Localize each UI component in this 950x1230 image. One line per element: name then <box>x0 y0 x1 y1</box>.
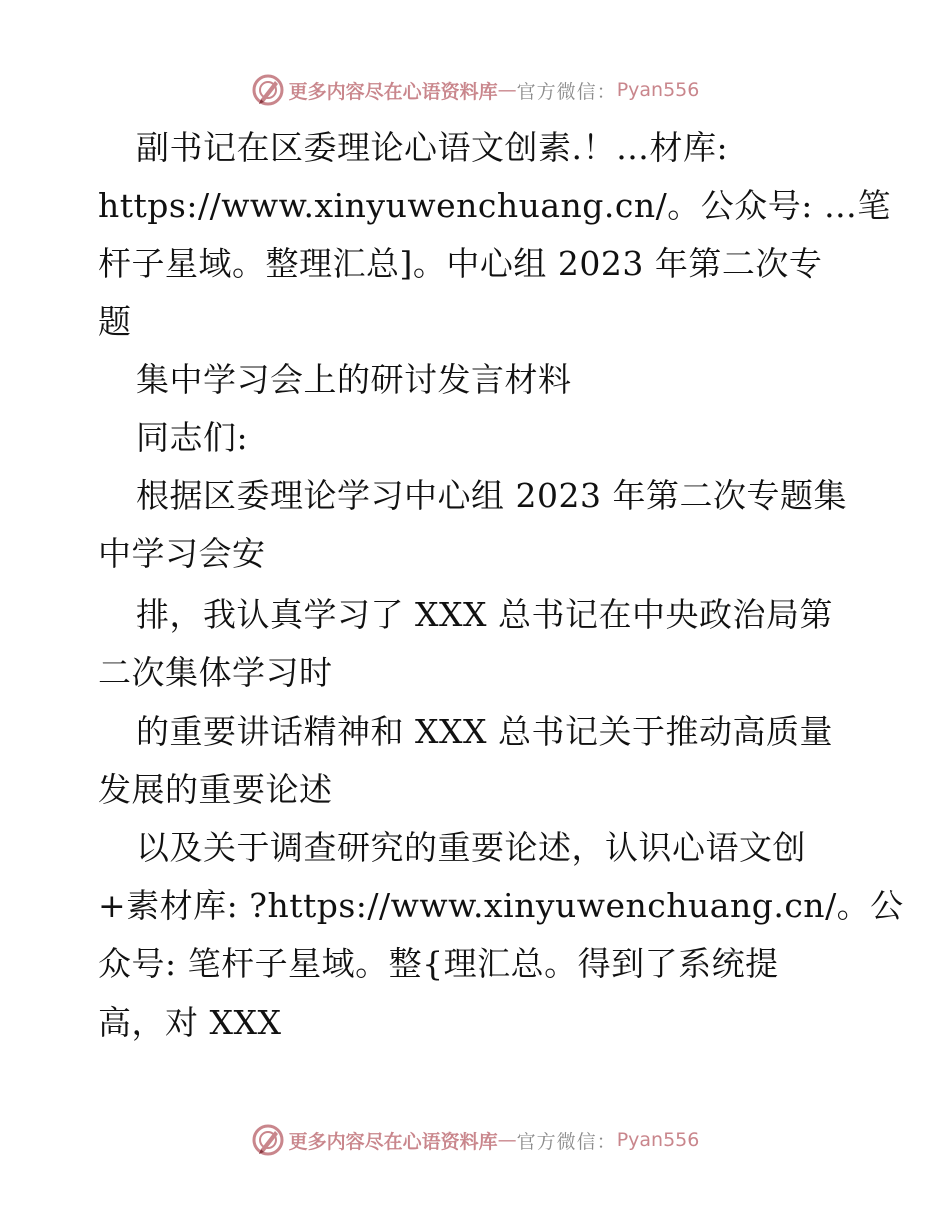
footer-slogan: 更多内容尽在心语资料库 <box>288 1130 498 1153</box>
body-line: 的重要讲话精神和 XXX 总书记关于推动高质量 <box>136 712 833 751</box>
header-dash: — <box>497 79 517 101</box>
body-line: 同志们: <box>136 418 249 457</box>
pen-logo-icon <box>251 1123 285 1157</box>
pen-logo-icon <box>251 73 285 107</box>
body-line: 副书记在区委理论心语文创素.！…材库: <box>136 128 729 167</box>
footer-wechat-label: 官方微信： <box>516 1130 617 1153</box>
body-line: 根据区委理论学习中心组 2023 年第二次专题集 <box>136 476 847 515</box>
header-wechat-id: Pyan556 <box>616 79 700 101</box>
footer-banner <box>0 1120 950 1160</box>
body-line: 二次集体学习时 <box>98 653 333 692</box>
footer-dash: — <box>497 1129 517 1151</box>
body-line: 题 <box>98 302 132 341</box>
body-line: 杆子星域。整理汇总]。中心组 2023 年第二次专 <box>98 244 823 283</box>
body-line: 中学习会安 <box>98 534 266 573</box>
header-slogan: 更多内容尽在心语资料库 <box>288 80 498 103</box>
footer-wechat-id: Pyan556 <box>616 1129 700 1151</box>
body-line: 排，我认真学习了 XXX 总书记在中央政治局第 <box>136 595 833 634</box>
body-line: https://www.xinyuwenchuang.cn/。公众号: …笔 <box>98 186 891 225</box>
body-line: 众号: 笔杆子星域。整{理汇总。得到了系统提 <box>98 944 779 983</box>
header-banner <box>0 70 950 110</box>
body-line: +素材库: ?https://www.xinyuwenchuang.cn/。公 <box>98 886 904 925</box>
body-line: 高，对 XXX <box>98 1003 282 1042</box>
body-line: 集中学习会上的研讨发言材料 <box>136 360 572 399</box>
header-wechat-label: 官方微信： <box>516 80 617 103</box>
body-line: 以及关于调查研究的重要论述，认识心语文创 <box>136 828 806 867</box>
body-line: 发展的重要论述 <box>98 770 333 809</box>
